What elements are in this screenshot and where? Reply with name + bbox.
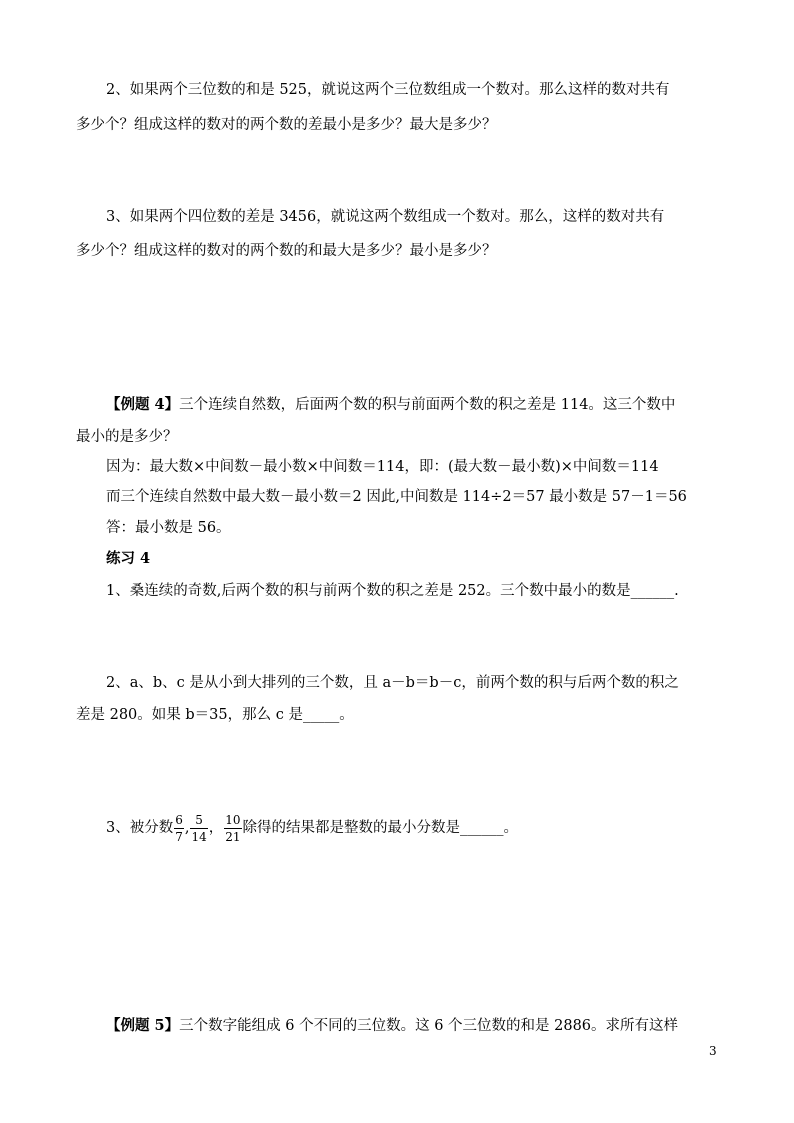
- example4-label: 【例题 4】: [106, 396, 180, 413]
- practice4-q1: 1、桑连续的奇数,后两个数的积与前两个数的积之差是 252。三个数中最小的数是______.: [106, 583, 679, 599]
- fraction-2: [190, 812, 207, 845]
- practice4-q3-prefix: 3、被分数: [106, 820, 174, 836]
- practice4-q3: [106, 808, 518, 848]
- fraction-separator: ，: [208, 820, 224, 836]
- practice3-q3-line2: 多少个？组成这样的数对的两个数的和最大是多少？最小是多少？: [76, 243, 497, 259]
- practice3-q2-line1: 2、如果两个三位数的和是 525，就说这两个三位数组成一个数对。那么这样的数对共有: [106, 82, 670, 98]
- example4-line3: 因为：最大数×中间数－最小数×中间数＝114，即：(最大数－最小数)×中间数＝114: [106, 459, 659, 475]
- practice3-q2-line2: 多少个？组成这样的数对的两个数的差最小是多少？最大是多少？: [76, 117, 497, 133]
- example4-line1: [106, 395, 675, 415]
- example5-question: 三个数字能组成 6 个不同的三位数。这 6 个三位数的和是 2886。求所有这样: [179, 1018, 679, 1034]
- fraction-2-numerator: 5: [190, 812, 207, 829]
- fraction-3-denominator: 21: [225, 829, 241, 844]
- practice4-q2-line1: 2、a、b、c 是从小到大排列的三个数，且 a－b＝b－c，前两个数的积与后两个数的积之: [106, 675, 679, 691]
- fraction-3-numerator: 10: [225, 812, 241, 827]
- fraction-1: [174, 812, 184, 845]
- practice4-q2-line2: 差是 280。如果 b＝35，那么 c 是_____。: [76, 707, 354, 723]
- fraction-separator: ,: [184, 820, 190, 836]
- example4-line4: 而三个连续自然数中最大数－最小数＝2 因此,中间数是 114÷2＝57 最小数是 57－1＝56: [106, 489, 687, 505]
- example4-line5: 答：最小数是 56。: [106, 520, 231, 536]
- fraction-3: [224, 812, 241, 845]
- example5-line1: [106, 1016, 678, 1036]
- fraction-1-denominator: 7: [175, 829, 183, 844]
- practice3-q3-line1: 3、如果两个四位数的差是 3456，就说这两个数组成一个数对。那么，这样的数对共有: [106, 209, 665, 225]
- example4-line2: 最小的是多少？: [76, 429, 178, 445]
- page-number: 3: [709, 1044, 717, 1058]
- practice4-q3-suffix: 除得的结果都是整数的最小分数是______。: [242, 820, 519, 836]
- fraction-2-denominator: 14: [191, 829, 207, 844]
- example4-question: 三个连续自然数，后面两个数的积与前面两个数的积之差是 114。这三个数中: [179, 397, 676, 413]
- example5-label: 【例题 5】: [106, 1017, 180, 1034]
- practice4-title: 练习 4: [106, 550, 151, 567]
- fraction-1-numerator: 6: [175, 812, 183, 827]
